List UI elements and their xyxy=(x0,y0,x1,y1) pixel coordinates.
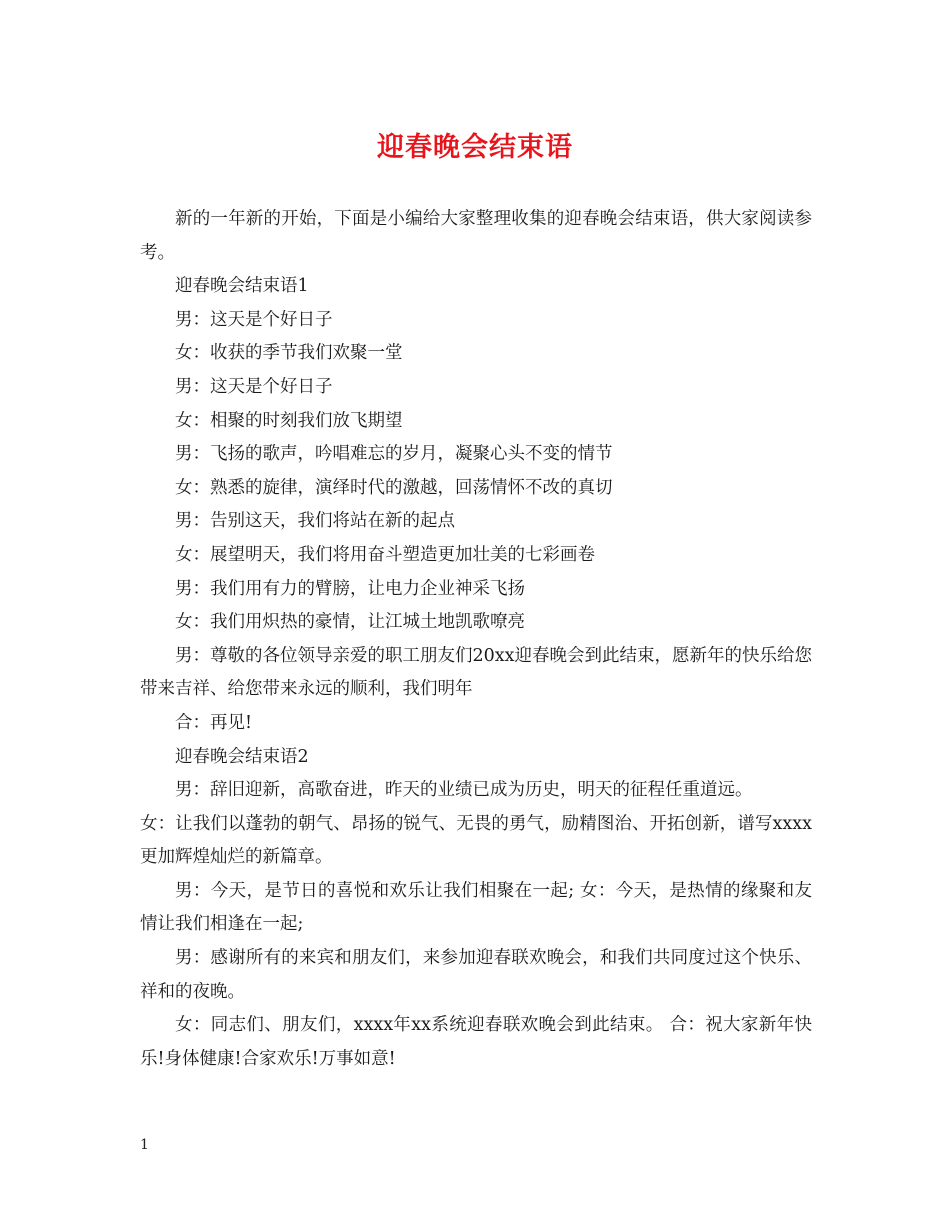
dialogue-line: 女：熟悉的旋律，演绎时代的激越，回荡情怀不改的真切 xyxy=(175,477,613,498)
dialogue-line: 男：今天，是节日的喜悦和欢乐让我们相聚在一起; 女：今天，是热情的缘聚和友情让我们相逢在一起; xyxy=(140,880,812,935)
section-heading-2: 迎春晚会结束语2 xyxy=(175,746,309,767)
paragraph-intro: 新的一年新的开始，下面是小编给大家整理收集的迎春晚会结束语，供大家阅读参考。 xyxy=(140,209,812,263)
section-heading-1: 迎春晚会结束语1 xyxy=(175,276,309,297)
dialogue-line: 女：收获的季节我们欢聚一堂 xyxy=(175,343,403,364)
dialogue-line-unindented: 女：让我们以蓬勃的朝气、昂扬的锐气、无畏的勇气，励精图治、开拓创新，谱写xxxx更加辉煌灿烂的新篇章。 xyxy=(140,813,812,868)
page-number: 1 xyxy=(140,1137,149,1153)
document-title: 迎春晚会结束语 xyxy=(377,132,573,163)
dialogue-line: 男：尊敬的各位领导亲爱的职工朋友们20xx迎春晚会到此结束，愿新年的快乐给您带来吉祥、给您带来永远的顺利，我们明年 xyxy=(140,645,813,700)
dialogue-line: 男：告别这天，我们将站在新的起点 xyxy=(175,511,455,532)
dialogue-line: 女：我们用炽热的豪情，让江城土地凯歌嘹亮 xyxy=(175,612,525,633)
dialogue-line: 男：这天是个好日子 xyxy=(175,376,333,397)
dialogue-line: 男：辞旧迎新，高歌奋进，昨天的业绩已成为历史，明天的征程任重道远。 xyxy=(175,780,753,801)
dialogue-line: 男：我们用有力的臂膀，让电力企业神采飞扬 xyxy=(175,578,525,599)
dialogue-line: 男：飞扬的歌声，吟唱难忘的岁月，凝聚心头不变的情节 xyxy=(175,444,613,465)
dialogue-line: 男：感谢所有的来宾和朋友们，来参加迎春联欢晚会，和我们共同度过这个快乐、祥和的夜晚。 xyxy=(140,948,812,1002)
dialogue-line: 合：再见! xyxy=(175,712,253,733)
dialogue-line: 女：同志们、朋友们，xxxx年xx系统迎春联欢晚会到此结束。 合：祝大家新年快乐!身体健康!合家欢乐!万事如意! xyxy=(140,1015,812,1069)
dialogue-line: 男：这天是个好日子 xyxy=(175,309,333,330)
document-body xyxy=(140,203,812,1076)
dialogue-line: 女：相聚的时刻我们放飞期望 xyxy=(175,410,403,431)
dialogue-line: 女：展望明天，我们将用奋斗塑造更加壮美的七彩画卷 xyxy=(175,544,595,565)
